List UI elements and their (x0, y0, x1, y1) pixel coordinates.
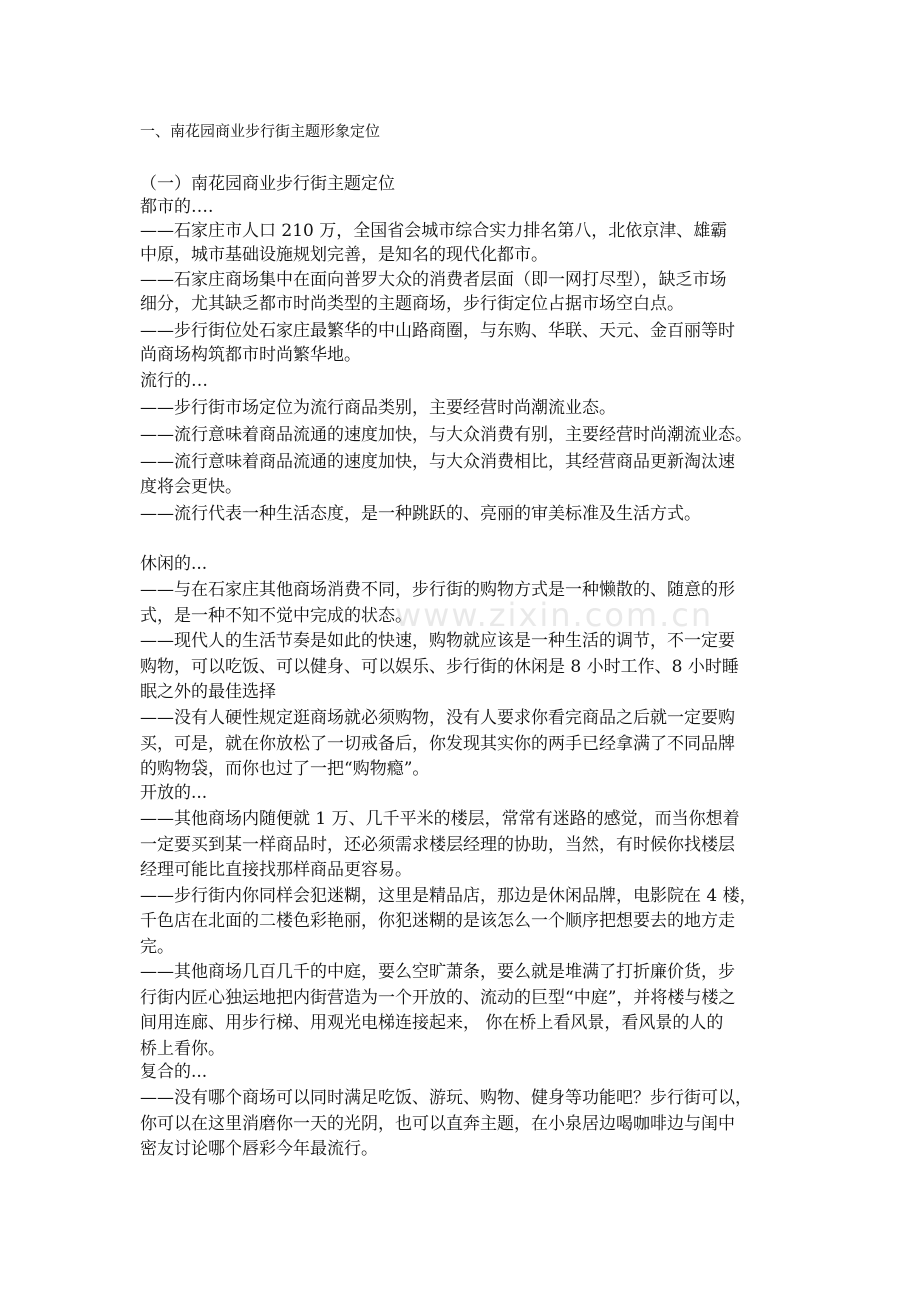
paragraph-line: 你可以在这里消磨你一天的光阴，也可以直奔主题，在小泉居边喝咖啡边与闺中 (140, 1114, 735, 1134)
paragraph-line: ——其他商场几百几千的中庭，要么空旷萧条，要么就是堆满了打折廉价货，步 (140, 962, 735, 982)
paragraph-line: 开放的... (140, 783, 208, 803)
paragraph-line: 中原，城市基础设施规划完善，是知名的现代化都市。 (140, 245, 548, 265)
subsection-heading: （一）南花园商业步行街主题定位 (140, 174, 395, 194)
paragraph-line: ——其他商场内随便就 1 万、几千平米的楼层，常常有迷路的感觉，而当你想着 (140, 809, 740, 829)
paragraph-line: 细分，尤其缺乏都市时尚类型的主题商场，步行街定位占据市场空白点。 (140, 294, 684, 314)
paragraph-line: 复合的... (140, 1062, 208, 1082)
paragraph-line: 千色店在北面的二楼色彩艳丽，你犯迷糊的是该怎么一个顺序把想要去的地方走 (140, 911, 735, 931)
paragraph-line: 流行的… (140, 371, 208, 391)
paragraph-line: ——流行意味着商品流通的速度加快，与大众消费相比，其经营商品更新淘汰速 (140, 452, 735, 472)
paragraph-line: ——与在石家庄其他商场消费不同，步行街的购物方式是一种懒散的、随意的形 (140, 580, 735, 600)
paragraph-line: 的购物袋，而你也过了一把“购物瘾”。 (140, 759, 430, 779)
paragraph-line: 度将会更快。 (140, 477, 242, 497)
paragraph-line: 完。 (140, 937, 174, 957)
watermark: www.zixin.com.cn (395, 596, 714, 634)
paragraph-line: ——流行意味着商品流通的速度加快，与大众消费有别，主要经营时尚潮流业态。 (140, 425, 752, 445)
paragraph-line: 休闲的... (140, 554, 208, 574)
paragraph-line: 买，可是，就在你放松了一切戒备后，你发现其实你的两手已经拿满了不同品牌 (140, 734, 735, 754)
paragraph-line: 一定要买到某一样商品时，还必须需求楼层经理的协助，当然，有时候你找楼层 (140, 835, 735, 855)
paragraph-line: ——现代人的生活节奏是如此的快速，购物就应该是一种生活的调节，不一定要 (140, 631, 735, 651)
paragraph-line: 尚商场构筑都市时尚繁华地。 (140, 345, 361, 365)
paragraph-line: ——步行街内你同样会犯迷糊，这里是精品店，那边是休闲品牌，电影院在 4 楼， (140, 886, 757, 906)
paragraph-line: ——石家庄市人口 210 万，全国省会城市综合实力排名第八，北依京津、雄霸 (140, 221, 728, 241)
paragraph-line: ——步行街市场定位为流行商品类别，主要经营时尚潮流业态。 (140, 398, 616, 418)
section-heading: 一、南花园商业步行街主题形象定位 (140, 122, 381, 140)
paragraph-line: ——没有哪个商场可以同时满足吃饭、游玩、购物、健身等功能吧？步行街可以， (140, 1088, 752, 1108)
paragraph-line: 都市的…. (140, 197, 214, 217)
paragraph-line: ——石家庄商场集中在面向普罗大众的消费者层面（即一网打尽型），缺乏市场 (140, 270, 727, 290)
paragraph-line: 经理可能比直接找那样商品更容易。 (140, 860, 412, 880)
paragraph-line: 购物，可以吃饭、可以健身、可以娱乐、步行街的休闲是 8 小时工作、8 小时睡 (140, 657, 739, 677)
paragraph-line: ——流行代表一种生活态度，是一种跳跃的、亮丽的审美标准及生活方式。 (140, 504, 701, 524)
paragraph-line: ——步行街位处石家庄最繁华的中山路商圈，与东购、华联、天元、金百丽等时 (140, 321, 735, 341)
paragraph-line: 桥上看你。 (140, 1039, 225, 1059)
paragraph-line: ——没有人硬性规定逛商场就必须购物，没有人要求你看完商品之后就一定要购 (140, 708, 735, 728)
paragraph-line: 行街内匠心独运地把内街营造为一个开放的、流动的巨型“中庭”，并将楼与楼之 (140, 988, 736, 1008)
paragraph-line: 眠之外的最佳选择 (140, 682, 276, 702)
paragraph-line: 式，是一种不知不觉中完成的状态。 (140, 606, 412, 626)
paragraph-line: 间用连廊、用步行梯、用观光电梯连接起来， 你在桥上看风景，看风景的人的 (140, 1013, 724, 1033)
paragraph-line: 密友讨论哪个唇彩今年最流行。 (140, 1139, 378, 1159)
